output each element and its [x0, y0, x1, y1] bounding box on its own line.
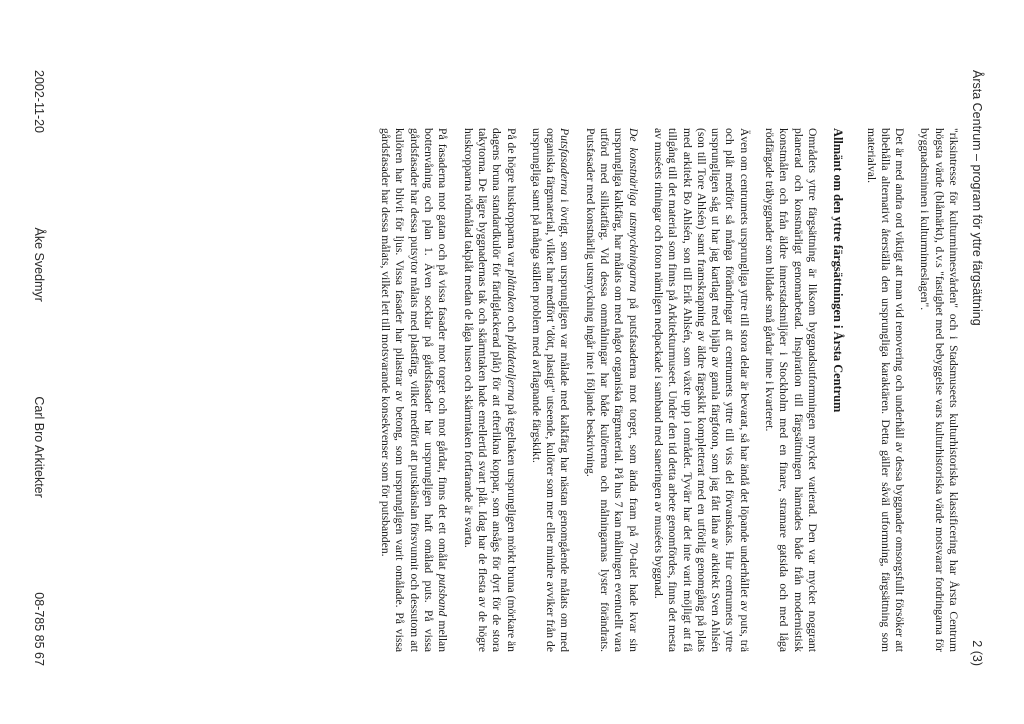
body-text	[367, 70, 960, 652]
page-number: 2 (3)	[970, 640, 984, 666]
page-footer	[32, 70, 46, 666]
footer-date: 2002-11-20	[32, 70, 46, 134]
intro-paragraph-1: "riksintresse för kulturminnesvården" och i Stadsmuseets kulturhistoriska klassificering har Årsta Centrum högsta värde (blåmärkt), d.v.s "fastighet med bebyggelse vars kulturhistoriska värde motsvarar fordringarna för byggnadsminnen i kulturminneslagen".	[918, 128, 960, 652]
document-title: Årsta Centrum – program för yttre färgsättning	[970, 70, 984, 326]
emphasis-putsband: putsband	[436, 573, 450, 617]
section-paragraph-3: De konstnärliga utsmyckningarna på putsfasaderna mot torget, som ända fram på 70-talet hade kvar sin ursprungliga kalkfärg, har målats om med något organiska färgmaterial. På hus 7 kan målningen eventuellt vara utförd med silikatfärg. Vid dessa ommålningar har både kulörerna och målningarnas lyster förändrats. Putsfasader med konstnärlig utsmyckning ingår inte i följande beskrivning.	[583, 128, 640, 652]
section-paragraph-6: På fasaderna mot gatan och på vissa fasader mot torget och mot gårdar, finns det ett omålat putsband mellan bottenvåning och plan 1. Även socklar på gårdsfasader har ursprungligen haft omålad puts. På vissa gårdsfasader har dessa putsytor målats med plastfärg, vilket medfört att putskänslan försvunnit och dessutom att kulören har blivit för ljus. Vissa fasader har pilastrar av betong, som ursprungligen varit omålade. På vissa gårdsfasader har dessa målats, vilket lett till motsvarande konsekvenser som för putsbanden.	[379, 128, 450, 653]
section-paragraph-5: På de högre huskropparna var plåttaken och plåtdetaljerna på tegeltaken ursprungligen mörkt bruna (mörkare än dagens bruna standardkulör för färdiglackerad plåt) för att efterlikna koppar, som ansågs för dyrt för de stora takytorna. De lägre byggnadernas tak och skärmtaken hade emellertid svart plåt. Idag har de flesta av de högre huskropparna rödmålad takplåt medan de låga husen och skärmtaken fortfarande är svarta.	[461, 128, 518, 652]
section-heading: Allmänt om den yttre färgsättningen i Årsta Centrum	[831, 128, 846, 413]
footer-phone: 08-785 85 67	[32, 592, 46, 666]
emphasis-plattaken: plåttaken	[504, 269, 518, 313]
emphasis-putsfasaderna: Putsfasaderna	[558, 128, 572, 195]
running-header	[970, 70, 984, 666]
footer-company: Carl Bro Arkitekter	[32, 396, 46, 498]
footer-author: Åke Svedmyr	[32, 227, 46, 302]
section-paragraph-2: Även om centrumets ursprungliga yttre till stora delar är bevarat, så har ändå det löpande underhållet av puts, trä och plåt medfört så många förändringar att centrumets yttre till viss del förvanskats. Hur centrumets yttre ursprungligen såg ut har jag kartlagt med hjälp av gamla färgfoton, som jag fått låna av arkitekt Sven Ahlsén (son till Tore Ahlsén) samt framskrapning av äldre färgskikt kompletterat med en utförlig genomgång på plats med arkitekt Bo Ahlsén, son till Erik Ahlsén, som växte upp i området. Tyvärr har det inte varit möjligt att få tillgång till det material som finns på Arkitekturmuseet. Under den tid detta arbete genomfördes, finns det mesta av muséets ritningar och foton nämligen nedpackade i samband med saneringen av muséets byggnad.	[651, 128, 751, 652]
emphasis-konstnarliga: De konstnärliga utsmyckningarna	[626, 128, 640, 292]
intro-paragraph-2: Det är med andra ord viktigt att man vid renovering och underhåll av dessa byggnader omsorgsfullt försöker att bibehålla alternativt återställa den ursprungliga karaktären. Detta gäller såväl utformning, färgsättning som materialval.	[864, 128, 907, 652]
emphasis-platdetaljerna: plåtdetaljerna	[504, 335, 518, 401]
section-paragraph-4: Putsfasaderna i övrigt, som ursprungligen var målade med kalkfärg har nästan genomgående målats om med organiska färgmaterial, vilket har medfört "dött, plastigt" utseende, kulörer som mer eller mindre avviker från de ursprungliga samt på många ställen problem med avflagnande färgskikt.	[529, 128, 572, 652]
section-paragraph-1: Områdets yttre färgsättning är liksom byggnadsutformningen mycket varierad. Den var mycket noggrant planerad och konstnärligt genomarbetad. Inspiration till färgsättningen hämtades både från modernistisk konstmålen och från äldre innerstadsmiljöer i Stockholm med en finare, stramare gatsida och med låga rödfärgade träbyggnader som bildade små gårdar inne i kvarteret.	[763, 128, 819, 652]
